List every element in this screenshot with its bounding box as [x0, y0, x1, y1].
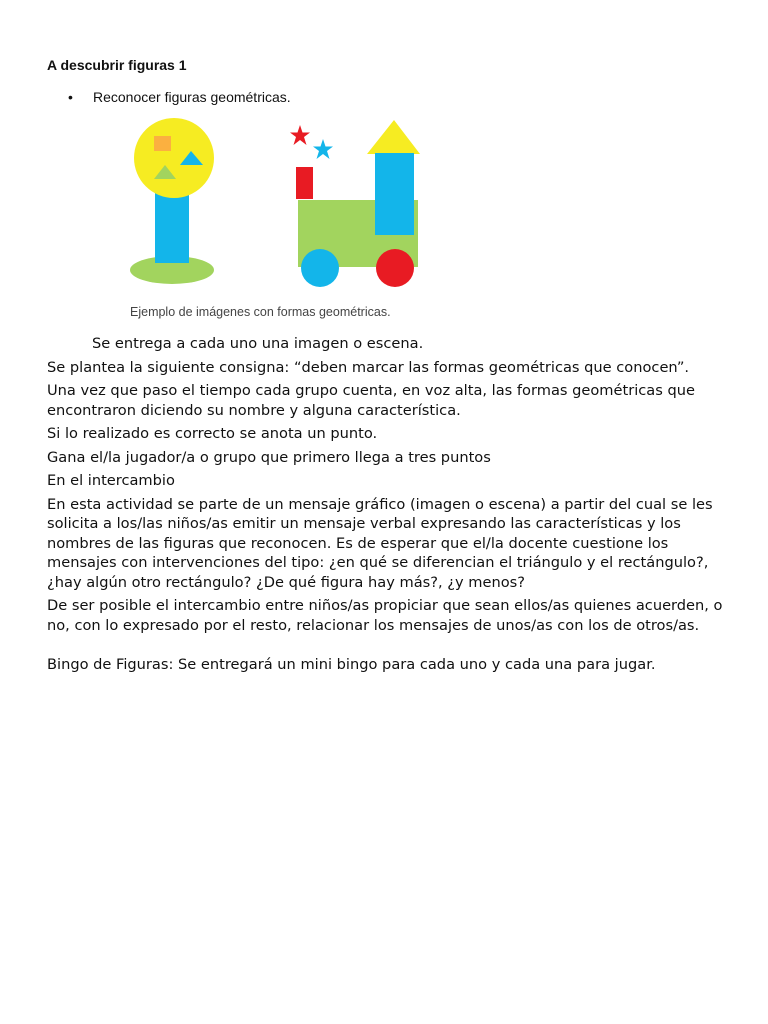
paragraph-bingo: Bingo de Figuras: Se entregará un mini bingo para cada uno y cada una para jugar. [47, 656, 656, 673]
red-rectangle-chimney [296, 167, 313, 199]
geometric-shapes-figure [120, 112, 440, 330]
bullet-dot-icon: • [68, 89, 73, 105]
blue-star [313, 139, 333, 159]
paragraph-exchange: De ser posible el intercambio entre niños/as propiciar que sean ellos/as quienes acuerden, o no, con lo expresado por el resto, relacionar los mensajes de unos/as con los de otros/as. [47, 597, 723, 634]
paragraph-group-count: Una vez que paso el tiempo cada grupo cuenta, en voz alta, las formas geométricas que encontraron diciendo su nombre y alguna característica. [47, 382, 695, 419]
blue-circle-wheel [301, 249, 339, 287]
paragraph-winner: Gana el/la jugador/a o grupo que primero llega a tres puntos [47, 448, 491, 466]
paragraph-activity: En esta actividad se parte de un mensaje gráfico (imagen o escena) a partir del cual se les solicita a los/las niños/as emitir un mensaje verbal expresando las características y los nombres de las figuras que reconocen. Es de esperar que el/la docente cuestione los mensajes con intervenciones del tipo: ¿en qué se diferencian el triángulo y el rectángulo?, ¿hay algún otro rectángulo? ¿De qué figura hay más?, ¿y menos? [47, 495, 713, 591]
paragraph-instruction: Se plantea la siguiente consigna: “deben marcar las formas geométricas que conocen”. [47, 358, 690, 376]
red-circle-wheel [376, 249, 414, 287]
bullet-text: Reconocer figuras geométricas. [93, 89, 291, 105]
document-title: A descubrir figuras 1 [47, 57, 187, 73]
blue-rectangle-cabin [375, 153, 414, 235]
figure-caption: Ejemplo de imágenes con formas geométricas. [130, 305, 391, 319]
paragraph-exchange-heading: En el intercambio [47, 472, 175, 489]
yellow-circle [134, 118, 214, 198]
body-text [47, 334, 737, 679]
orange-square [154, 136, 171, 151]
paragraph-point: Si lo realizado es correcto se anota un punto. [47, 425, 378, 442]
bullet-list-item [68, 89, 291, 105]
paragraph-scene: Se entrega a cada uno una imagen o escena. [92, 335, 424, 352]
red-star [290, 125, 310, 145]
yellow-triangle-roof [367, 120, 420, 154]
